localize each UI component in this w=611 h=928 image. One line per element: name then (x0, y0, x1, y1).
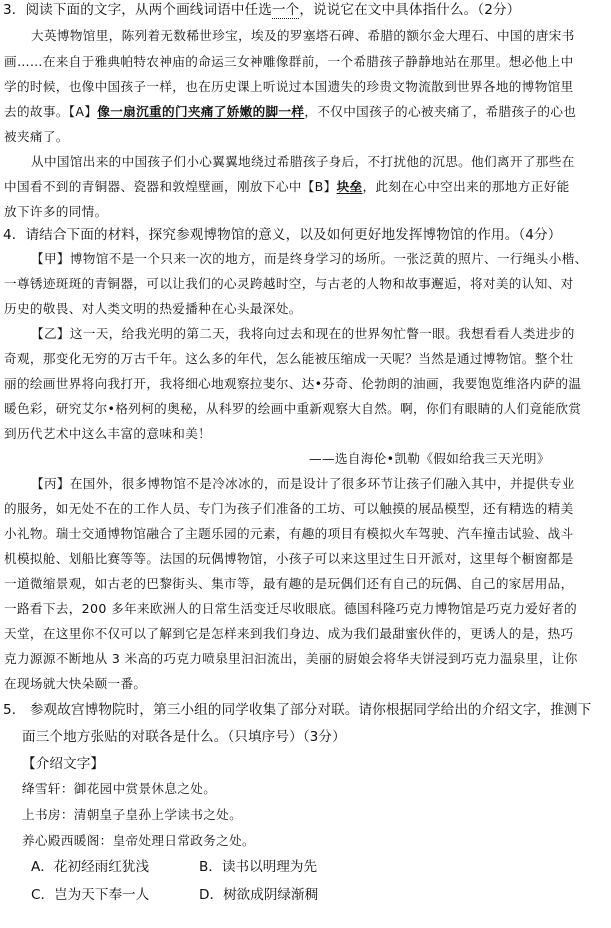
q3-title-post: ，说说它在文中具体指什么。（2分） (299, 2, 521, 18)
q5-option-letter: D． (199, 887, 224, 903)
q5-option-letter: C． (31, 887, 55, 903)
q3-passage-line: 从中国馆出来的中国孩子们小心翼翼地绕过希腊孩子身后，不打扰他的沉思。他们离开了那些在 (31, 154, 575, 169)
q4-material-bing-line: 一道微缩景观，如古老的巴黎街头、集市等，最有趣的是玩偶们还有自己的玩偶、自己的家居用品， (4, 576, 574, 591)
q3-passage-text: ，此刻在心中空出来的那地方正好能 (362, 179, 570, 194)
q4-material-bing-line: 天堂，在这里你不仅可以了解到它是怎样来到我们身边、成为我们最甜蜜伙伴的，更诱人的是，热巧 (4, 626, 574, 641)
q5-intro-item: 养心殿西暖阁：皇帝处理日常政务之处。 (22, 833, 255, 848)
q3-passage-line: 被夹痛了。 (4, 129, 69, 144)
q5-intro-heading: 【介绍文字】 (22, 756, 105, 772)
q5-option-letter: A． (31, 859, 54, 875)
q4-material-yi-line: 丽的绘画世界将向我打开，我将细心地观察拉斐尔、达•芬奇、伦勃朗的油画，我要饱览维洛内萨的温 (4, 376, 582, 391)
q5-option (199, 858, 317, 876)
q5-option (199, 886, 318, 904)
q5-title-line: 面三个地方张贴的对联各是什么。（只填序号）（3分） (22, 729, 346, 745)
q3-passage-line: 大英博物馆里，陈列着无数稀世珍宝，埃及的罗塞塔石碑、希腊的额尔金大理石、中国的唐宋书 (31, 28, 575, 43)
q5-option-text: 岂为天下奉一人 (54, 887, 150, 903)
q4-material-jia-line: 历史的敬畏、对人类文明的热爱播种在心头最深处。 (4, 301, 302, 316)
q3-title (3, 2, 520, 18)
q3-passage-line: 放下许多的同情。 (4, 204, 108, 219)
q3-passage-text: ，不仅中国孩子的心被夹痛了，希腊孩子的心也 (304, 104, 577, 119)
q4-material-bing-line: 在现场就大快朵颐一番。 (4, 676, 147, 691)
q4-material-bing-line: 小礼物。瑞士交通博物馆融合了主题乐园的元素，有趣的项目有模拟火车驾驶、汽车撞击试验、战斗 (4, 526, 574, 541)
q3-passage-line: 学的时候，也像中国孩子一样，也在历史课上听说过本国遗失的珍贵文物流散到世界各地的博物馆里 (4, 79, 574, 94)
q3-underlined-phrase-b: 块垒 (336, 179, 363, 194)
q4-material-yi-line: 到历代艺术中这么丰富的意味和美！ (4, 426, 212, 441)
q4-material-yi-line: 奇观，那变化无穷的万古千年。这么多的年代，怎么能被压缩成一天呢？当然是通过博物馆。整个壮 (4, 351, 574, 366)
q5-title-line: 5． 参观故宫博物院时，第三小组的同学收集了部分对联。请你根据同学给出的介绍文字，推测下 (3, 702, 592, 718)
q4-material-bing-line: 【丙】在国外，很多博物馆不是冷冰冰的，而是设计了很多环节让孩子们融入其中，并提供专业 (31, 476, 575, 491)
q4-material-jia-line: 一尊锈迹斑斑的青铜器，可以让我们的心灵跨越时空，与古老的人物和故事邂逅，将对美的认知、对 (4, 276, 574, 291)
q4-material-yi-source: ——选自海伦•凯勒《假如给我三天光明》 (309, 451, 550, 466)
q3-passage-line: 画……在来自于雅典帕特农神庙的命运三女神雕像群前，一个希腊孩子静静地站在那里。想必他上中 (4, 54, 574, 69)
q5-intro-item: 绛雪轩：御花园中赏景休息之处。 (22, 781, 217, 796)
q3-marker-a-text: 去的故事。【A】 (4, 104, 98, 119)
q3-passage-line-a (4, 104, 576, 120)
q4-material-bing-line: 的服务，如无处不在的工作人员、专门为孩子们准备的工坊、可以触摸的展品模型，还有精选的精美 (4, 501, 574, 516)
q3-passage-text: 中国看不到的青铜器、瓷器和敦煌壁画，刚放下心中【B】 (4, 179, 337, 194)
q5-option (31, 858, 149, 876)
q5-option-letter: B． (199, 859, 222, 875)
q5-option-text: 读书以明理为先 (221, 859, 318, 875)
q3-underlined-phrase-a: 像一扇沉重的门夹痛了娇嫩的脚一样 (97, 104, 305, 119)
q4-material-bing-line: 克力源源不断地从 3 米高的巧克力喷泉里汩汩流出，美丽的厨娘会将华夫饼浸到巧克力温泉里，让你 (4, 651, 578, 666)
q5-option-text: 花初经雨红犹浅 (53, 859, 150, 875)
q3-passage-line-b (4, 179, 570, 195)
q3-title-pre: 3．阅读下面的文字，从两个画线词语中任选 (3, 2, 272, 18)
q3-title-dotted: 一个 (271, 2, 300, 18)
q4-material-bing-line: 机模拟舱、划船比赛等等。法国的玩偶博物馆，小孩子可以来这里过生日开派对，这里每个橱窗都是 (4, 551, 574, 566)
q4-material-bing-line: 一路看下去，200 多年来欧洲人的日常生活变迁尽收眼底。德国科隆巧克力博物馆是巧克力爱好者的 (4, 601, 578, 616)
q4-title: 4．请结合下面的材料，探究参观博物馆的意义，以及如何更好地发挥博物馆的作用。（4分） (3, 227, 562, 243)
q4-material-jia-line: 【甲】博物馆不是一个只来一次的地方，而是终身学习的场所。一张泛黄的照片、一行绳头小楷、 (31, 251, 588, 266)
q5-option (31, 886, 149, 904)
q4-material-yi-line: 【乙】这一天，给我光明的第二天，我将向过去和现在的世界匆忙瞥一眼。我想看看人类进步的 (31, 326, 575, 341)
q4-material-yi-line: 暖色彩，研究艾尔•格列柯的奥秘，从科罗的绘画中重新观察大自然。啊，你们有眼睛的人们竟能欣赏 (4, 401, 582, 416)
q5-intro-item: 上书房：清朝皇子皇孙上学读书之处。 (22, 807, 243, 822)
q5-option-text: 树欲成阴绿渐稠 (223, 887, 319, 903)
